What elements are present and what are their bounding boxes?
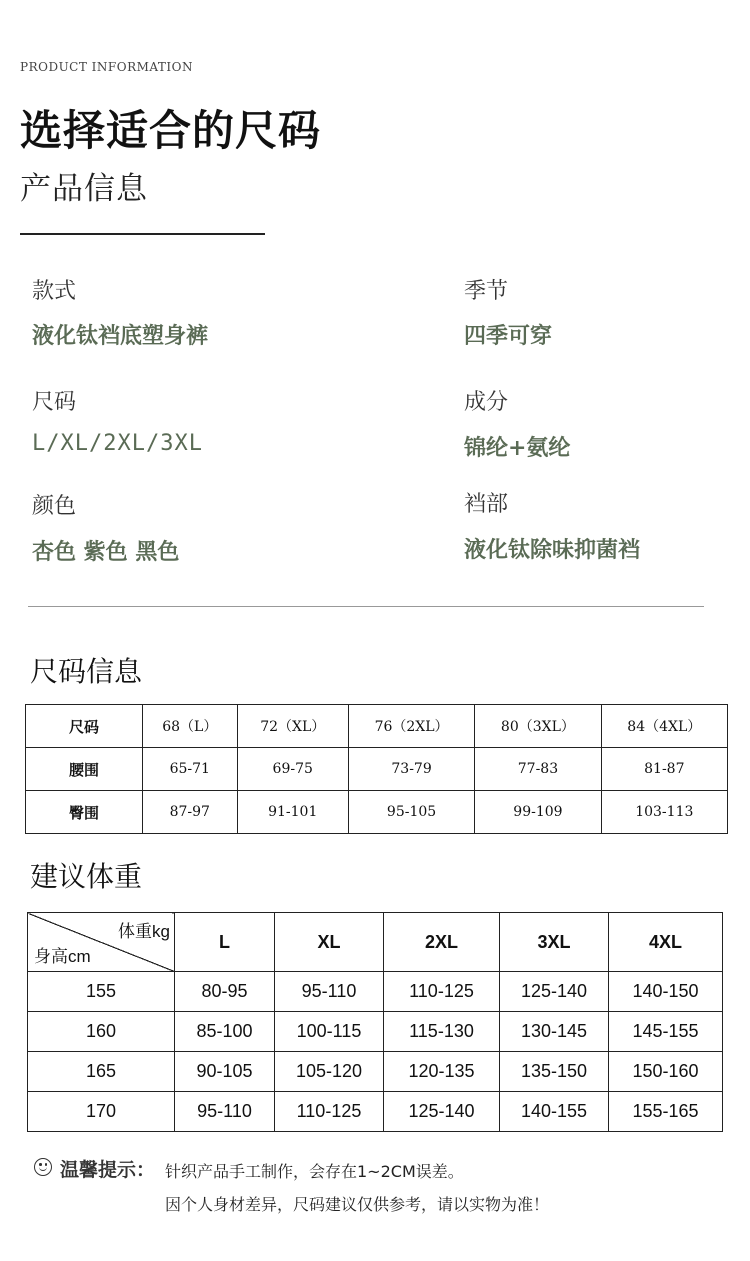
section-divider xyxy=(28,606,704,607)
size-label: 尺码 xyxy=(32,390,77,415)
weight-cell: 90-105 xyxy=(175,1052,275,1092)
table-row xyxy=(26,791,728,834)
size-cell: 103-113 xyxy=(601,791,727,834)
size-cell: 84（4XL） xyxy=(601,705,727,748)
weight-column-header: L xyxy=(175,913,275,972)
size-cell: 99-109 xyxy=(475,791,601,834)
table-row xyxy=(28,1092,723,1132)
weight-cell: 95-110 xyxy=(275,972,384,1012)
page-subtitle: 产品信息 xyxy=(20,171,148,207)
tip-label: 温馨提示： xyxy=(60,1159,156,1181)
color-label: 颜色 xyxy=(32,494,77,519)
size-cell: 81-87 xyxy=(601,748,727,791)
weight-column-header: XL xyxy=(275,913,384,972)
height-cell: 170 xyxy=(28,1092,175,1132)
weight-header-row xyxy=(28,913,723,972)
weight-cell: 155-165 xyxy=(609,1092,723,1132)
weight-corner-bottom: 身高cm xyxy=(34,947,91,966)
weight-cell: 125-140 xyxy=(384,1092,500,1132)
weight-cell: 95-110 xyxy=(175,1092,275,1132)
weight-cell: 145-155 xyxy=(609,1012,723,1052)
weight-table xyxy=(27,912,723,1132)
weight-heading: 建议体重 xyxy=(30,860,143,893)
height-cell: 160 xyxy=(28,1012,175,1052)
weight-cell: 150-160 xyxy=(609,1052,723,1092)
crotch-value: 液化钛除味抑菌裆 xyxy=(464,537,641,563)
table-row xyxy=(26,705,728,748)
weight-column-header: 2XL xyxy=(384,913,500,972)
weight-cell: 140-150 xyxy=(609,972,723,1012)
season-label: 季节 xyxy=(464,279,509,304)
table-row xyxy=(28,1052,723,1092)
table-row xyxy=(26,748,728,791)
weight-cell: 110-125 xyxy=(384,972,500,1012)
size-cell: 76（2XL） xyxy=(348,705,474,748)
size-row-header: 腰围 xyxy=(26,748,143,791)
table-row xyxy=(28,972,723,1012)
weight-cell: 100-115 xyxy=(275,1012,384,1052)
weight-cell: 130-145 xyxy=(500,1012,609,1052)
weight-cell: 85-100 xyxy=(175,1012,275,1052)
page-title: 选择适合的尺码 xyxy=(20,106,322,155)
weight-corner-top: 体重kg xyxy=(118,922,170,941)
smile-icon xyxy=(34,1158,52,1176)
season-value: 四季可穿 xyxy=(464,323,553,349)
weight-cell: 140-155 xyxy=(500,1092,609,1132)
weight-cell: 125-140 xyxy=(500,972,609,1012)
height-cell: 155 xyxy=(28,972,175,1012)
title-underline xyxy=(20,233,265,235)
size-table xyxy=(25,704,728,834)
style-label: 款式 xyxy=(32,279,77,304)
weight-column-header: 4XL xyxy=(609,913,723,972)
weight-cell: 105-120 xyxy=(275,1052,384,1092)
color-value: 杏色 紫色 黑色 xyxy=(32,539,180,565)
tip-line-2: 因个人身材差异，尺码建议仅供参考，请以实物为准！ xyxy=(165,1195,550,1214)
weight-cell: 80-95 xyxy=(175,972,275,1012)
tip-line-1: 针织产品手工制作，会存在1~2CM误差。 xyxy=(165,1162,464,1181)
material-label: 成分 xyxy=(464,390,509,415)
size-cell: 77-83 xyxy=(475,748,601,791)
table-row xyxy=(28,1012,723,1052)
size-cell: 65-71 xyxy=(143,748,238,791)
weight-cell: 135-150 xyxy=(500,1052,609,1092)
size-value: L/XL/2XL/3XL xyxy=(32,431,203,456)
size-cell: 69-75 xyxy=(237,748,348,791)
weight-cell: 110-125 xyxy=(275,1092,384,1132)
weight-column-header: 3XL xyxy=(500,913,609,972)
crotch-label: 裆部 xyxy=(464,492,509,517)
size-cell: 73-79 xyxy=(348,748,474,791)
eyebrow-text: PRODUCT INFORMATION xyxy=(20,60,193,74)
size-cell: 91-101 xyxy=(237,791,348,834)
style-value: 液化钛裆底塑身裤 xyxy=(32,323,209,349)
material-value: 锦纶+氨纶 xyxy=(464,435,571,461)
size-cell: 80（3XL） xyxy=(475,705,601,748)
size-row-header: 尺码 xyxy=(26,705,143,748)
size-row-header: 臀围 xyxy=(26,791,143,834)
size-info-heading: 尺码信息 xyxy=(30,655,143,688)
weight-corner-cell xyxy=(28,913,175,972)
weight-cell: 115-130 xyxy=(384,1012,500,1052)
weight-cell: 120-135 xyxy=(384,1052,500,1092)
size-cell: 87-97 xyxy=(143,791,238,834)
height-cell: 165 xyxy=(28,1052,175,1092)
size-cell: 72（XL） xyxy=(237,705,348,748)
size-cell: 95-105 xyxy=(348,791,474,834)
size-cell: 68（L） xyxy=(143,705,238,748)
